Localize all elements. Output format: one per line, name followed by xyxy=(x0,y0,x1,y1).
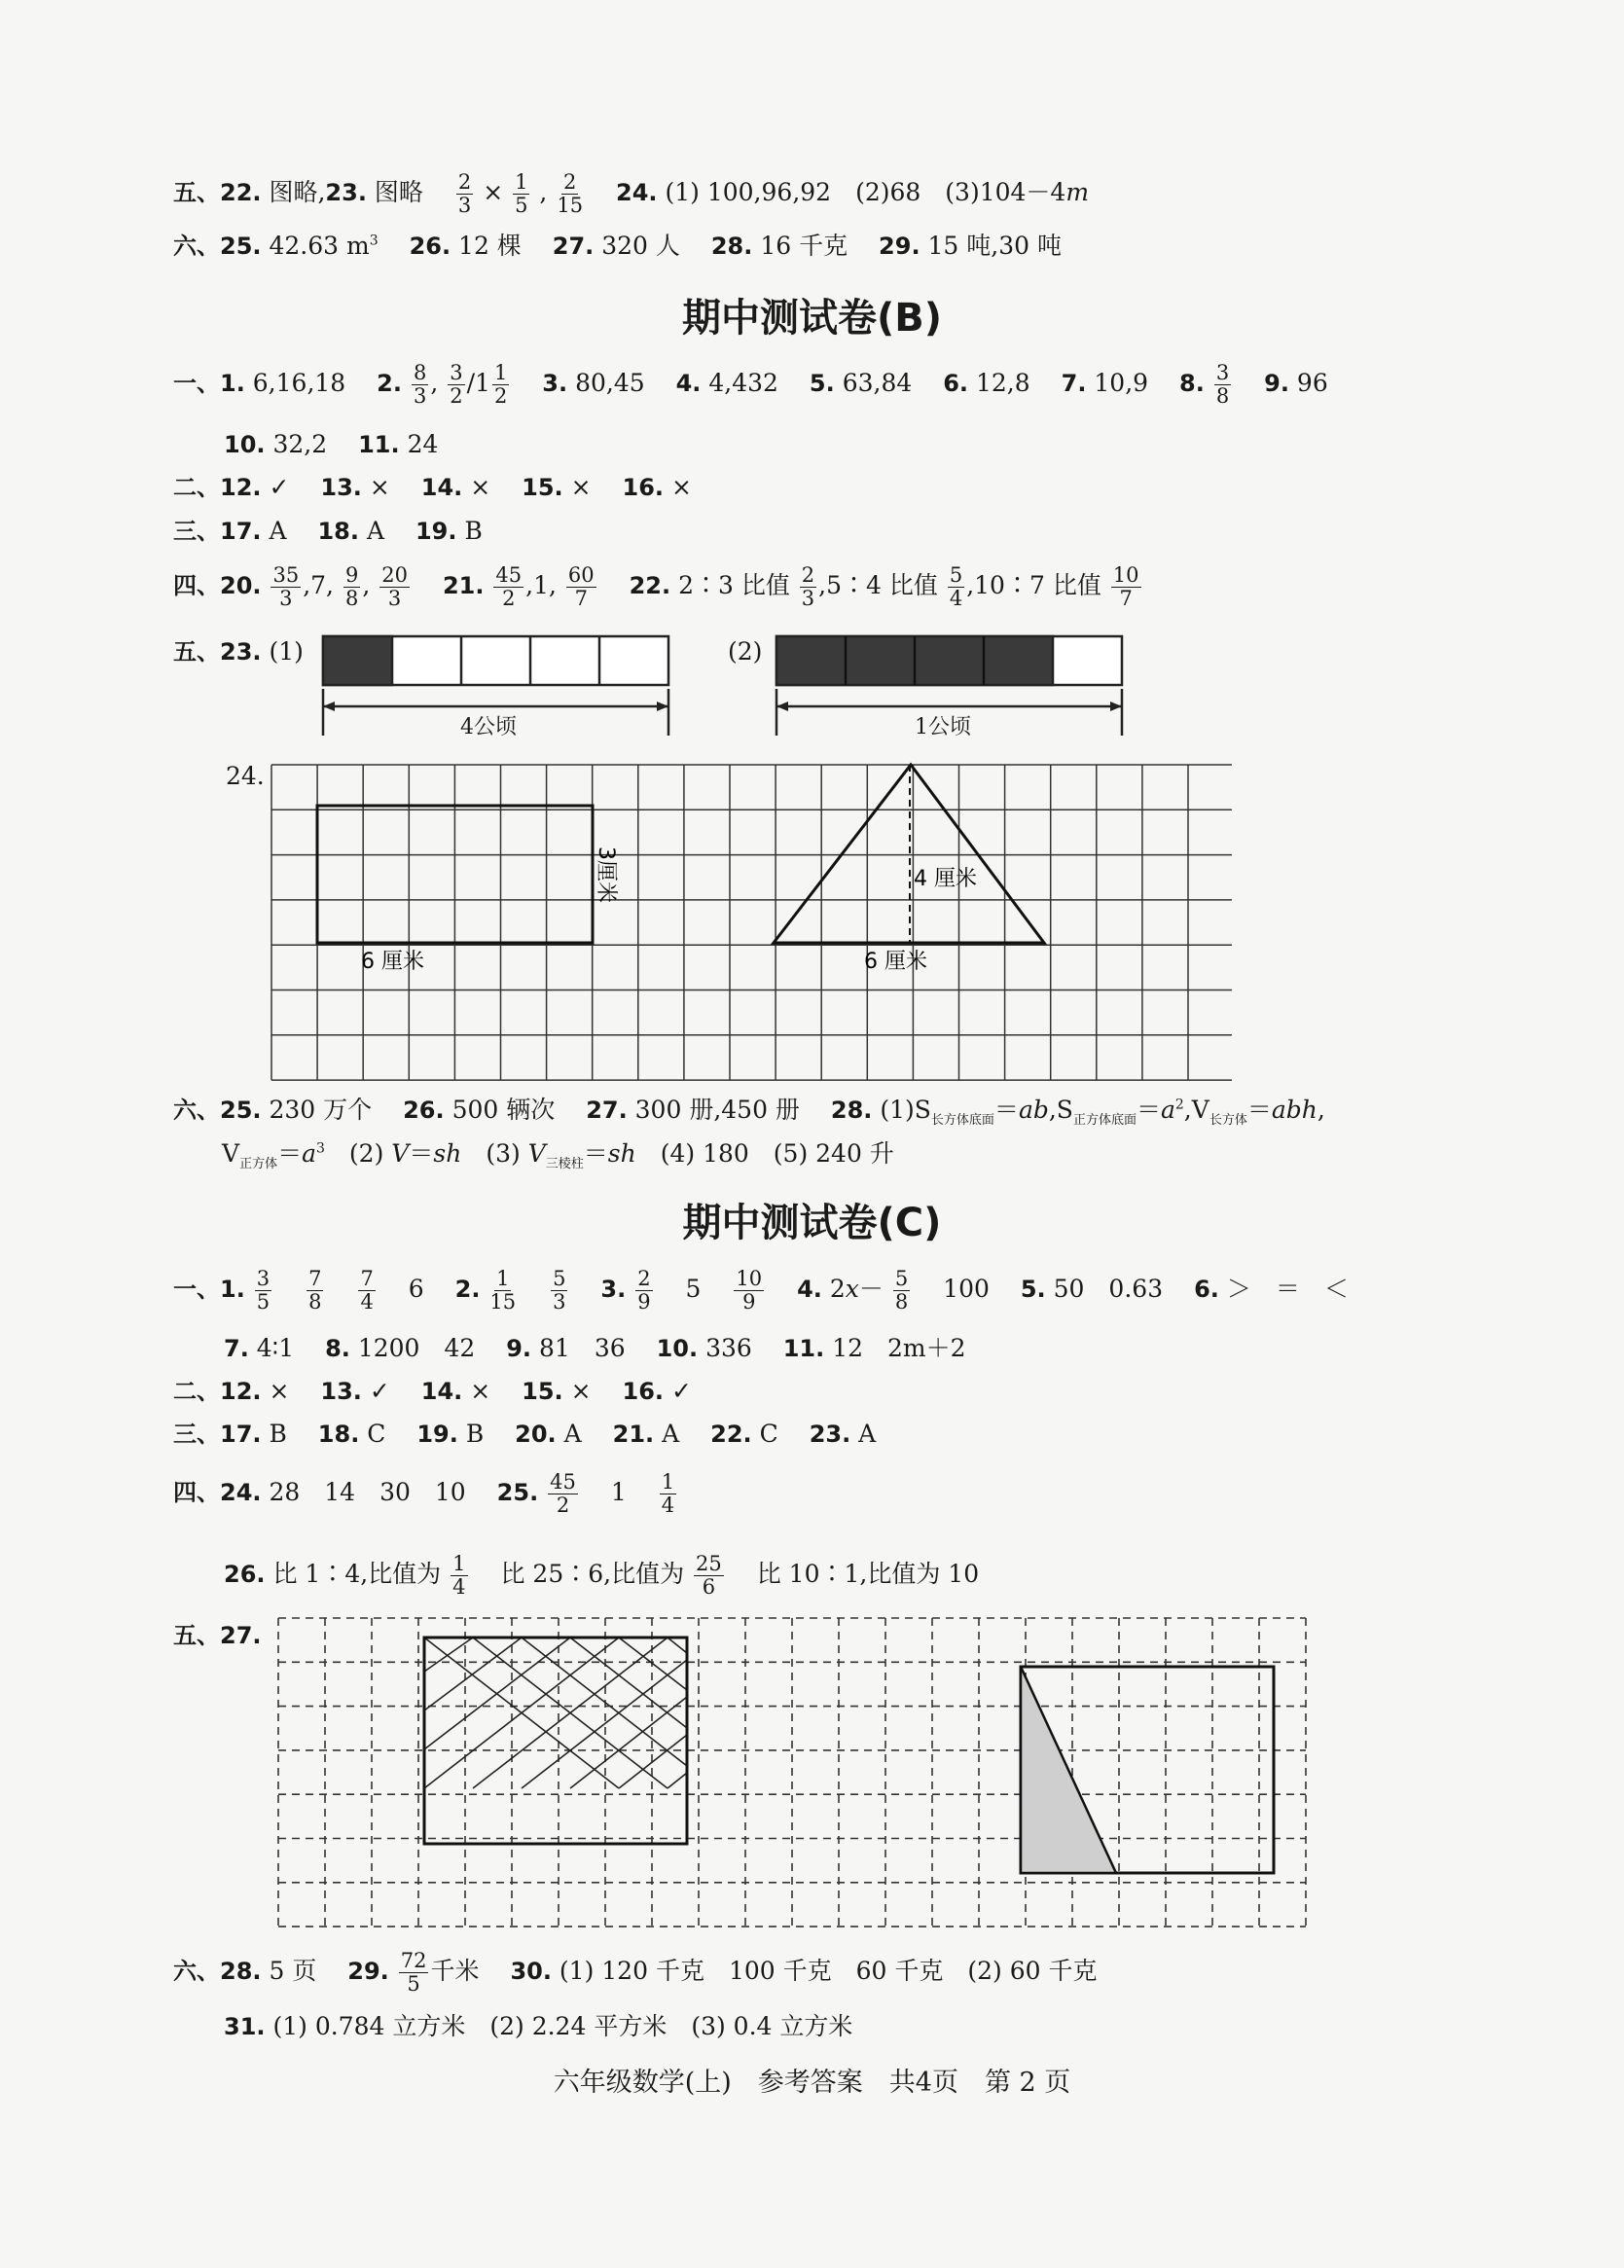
fraction: $\frac{2}{3}$ xyxy=(457,170,472,218)
fraction: $\frac{1}{4}$ xyxy=(661,1470,675,1518)
line-6-25-29: 六、25. 42.63 $m^3$ 26. 12 棵 27. 320 人 28. 16 千克 29. 15 吨,30 吨 xyxy=(173,232,1062,260)
fraction: $\frac{10}{9}$ xyxy=(736,1267,763,1314)
fraction: $\frac{1}{5}$ xyxy=(515,170,528,218)
c-line-7: 六、28. 5 页 29. $\frac{72}{5}$ 千米 30. (1) 120 千克 100 千克 60 千克 (2) 60 千克 xyxy=(173,1949,1098,1997)
b-q23-dim-1: 4公顷 xyxy=(460,715,517,739)
fraction: $\frac{1}{15}$ xyxy=(489,1267,517,1314)
fraction: $\frac{2}{15}$ xyxy=(557,170,584,218)
fraction: $\frac{45}{2}$ xyxy=(550,1470,576,1518)
b-q24-grid xyxy=(269,759,1232,1086)
b-line-7: $V_{正方体}=a^3$ (2) V＝sh (3) $V_{三棱柱}=sh$ (4) 180 (5) 240 升 xyxy=(222,1139,894,1171)
fraction: $\frac{2}{3}$ xyxy=(801,563,815,611)
fraction: $\frac{72}{5}$ xyxy=(400,1949,427,1997)
b-q24-width-rect: 6 厘米 xyxy=(361,950,424,974)
b-q23-bars xyxy=(316,630,1143,738)
c-line-3: 二、12. × 13. ✓ 14. × 15. × 16. ✓ xyxy=(173,1377,692,1405)
b-q24-label: 24. xyxy=(226,762,265,790)
fraction: $\frac{20}{3}$ xyxy=(381,563,408,611)
fraction: $\frac{10}{7}$ xyxy=(1112,563,1139,611)
fraction: $\frac{8}{3}$ xyxy=(413,361,427,409)
b-line-1: 一、1. 6,16,18 2. $\frac{8}{3}$ , $\frac{3}{2}$ /1 $\frac{1}{2}$ 3. 80,45 4. 4,432 5. 63,84 6. 12,8 7. 10,9 8. $\frac{3}{8}$ 9. 96 xyxy=(173,361,1328,409)
b-q24-height-rect: 3厘米 xyxy=(594,846,618,903)
b-line-6: 六、25. 230 万个 26. 500 辆次 27. 300 册,450 册 28. $(1)S_{长方体底面}=ab,S_{正方体底面}=a^2,V_{长方体}=abh$, xyxy=(173,1096,1325,1128)
fraction: $\frac{3}{2}$ xyxy=(450,361,463,409)
c-q27-grid xyxy=(269,1615,1388,1932)
c-line-1: 一、1. $\frac{3}{5}$ $\frac{7}{8}$ $\frac{7}{4}$ 6 2. $\frac{1}{15}$ $\frac{5}{3}$ 3. $\frac{2}{9}$ 5 $\frac{10}{9}$ 4. 2x－ $\frac{5}{8}$ 100 5. 50 0.63 6. ＞ ＝ ＜ xyxy=(173,1267,1349,1314)
b-line-3: 二、12. ✓ 13. × 14. × 15. × 16. × xyxy=(173,473,692,501)
c-line-5: 四、24. 28 14 30 10 25. $\frac{45}{2}$ 1 $\frac{1}{4}$ xyxy=(173,1470,675,1518)
fraction: $\frac{60}{7}$ xyxy=(567,563,595,611)
b-line-5: 四、20. $\frac{35}{3}$ ,7, $\frac{9}{8}$ , $\frac{20}{3}$ 21. $\frac{45}{2}$ ,1, $\frac{60}{7}$ 22. 2∶3 比值 $\frac{2}{3}$ ,5∶4 比值 $\frac{5}{4}$ ,10∶7 比值 $\frac{10}{7}$ xyxy=(173,563,1139,611)
fraction: $\frac{5}{8}$ xyxy=(894,1267,909,1314)
fraction: $\frac{7}{4}$ xyxy=(360,1267,374,1314)
c-line-8: 31. (1) 0.784 立方米 (2) 2.24 平方米 (3) 0.4 立方米 xyxy=(224,2012,853,2040)
fraction: $\frac{2}{9}$ xyxy=(637,1267,651,1314)
b-q24-height-tri: 4 厘米 xyxy=(914,867,977,891)
section-title-c: 期中测试卷(C) xyxy=(682,1201,942,1245)
b-q23-label-2: (2) xyxy=(728,637,763,666)
c-line-6: 26. 比 1∶4,比值为 $\frac{1}{4}$ 比 25∶6,比值为 $\frac{25}{6}$ 比 10∶1,比值为 10 xyxy=(224,1552,980,1600)
b-q23-label: 五、23. (1) xyxy=(173,637,304,666)
b-line-4: 三、17. A 18. A 19. B xyxy=(173,517,483,545)
fraction: $\frac{9}{8}$ xyxy=(344,563,359,611)
b-line-2: 10. 32,2 11. 24 xyxy=(224,430,439,458)
line-5-22-24: 五、22. 图略,23. 图略 $\frac{2}{3}$ × $\frac{1}{5}$ , $\frac{2}{15}$ 24. (1) 100,96,92 (2)68 (3)104－4m xyxy=(173,170,1090,218)
fraction: $\frac{1}{2}$ xyxy=(493,361,508,409)
fraction: $\frac{5}{4}$ xyxy=(949,563,963,611)
c-line-2: 7. 4∶1 8. 1200 42 9. 81 36 10. 336 11. 12 2m＋2 xyxy=(224,1334,966,1362)
fraction: $\frac{5}{3}$ xyxy=(553,1267,566,1314)
fraction: $\frac{1}{4}$ xyxy=(452,1552,466,1600)
section-title-b: 期中测试卷(B) xyxy=(681,296,943,341)
page-footer: 六年级数学(上) 参考答案 共4页 第 2 页 xyxy=(553,2068,1071,2098)
b-q24-width-tri: 6 厘米 xyxy=(864,950,927,974)
fraction: $\frac{45}{2}$ xyxy=(495,563,523,611)
fraction: $\frac{7}{8}$ xyxy=(308,1267,322,1314)
c-q27-label: 五、27. xyxy=(173,1622,262,1649)
fraction: $\frac{3}{5}$ xyxy=(256,1267,271,1314)
b-q23-dim-2: 1公顷 xyxy=(915,715,971,739)
c-line-4: 三、17. B 18. C 19. B 20. A 21. A 22. C 23. A xyxy=(173,1420,877,1448)
fraction: $\frac{35}{3}$ xyxy=(272,563,300,611)
fraction: $\frac{25}{6}$ xyxy=(696,1552,722,1600)
fraction: $\frac{3}{8}$ xyxy=(1215,361,1230,409)
